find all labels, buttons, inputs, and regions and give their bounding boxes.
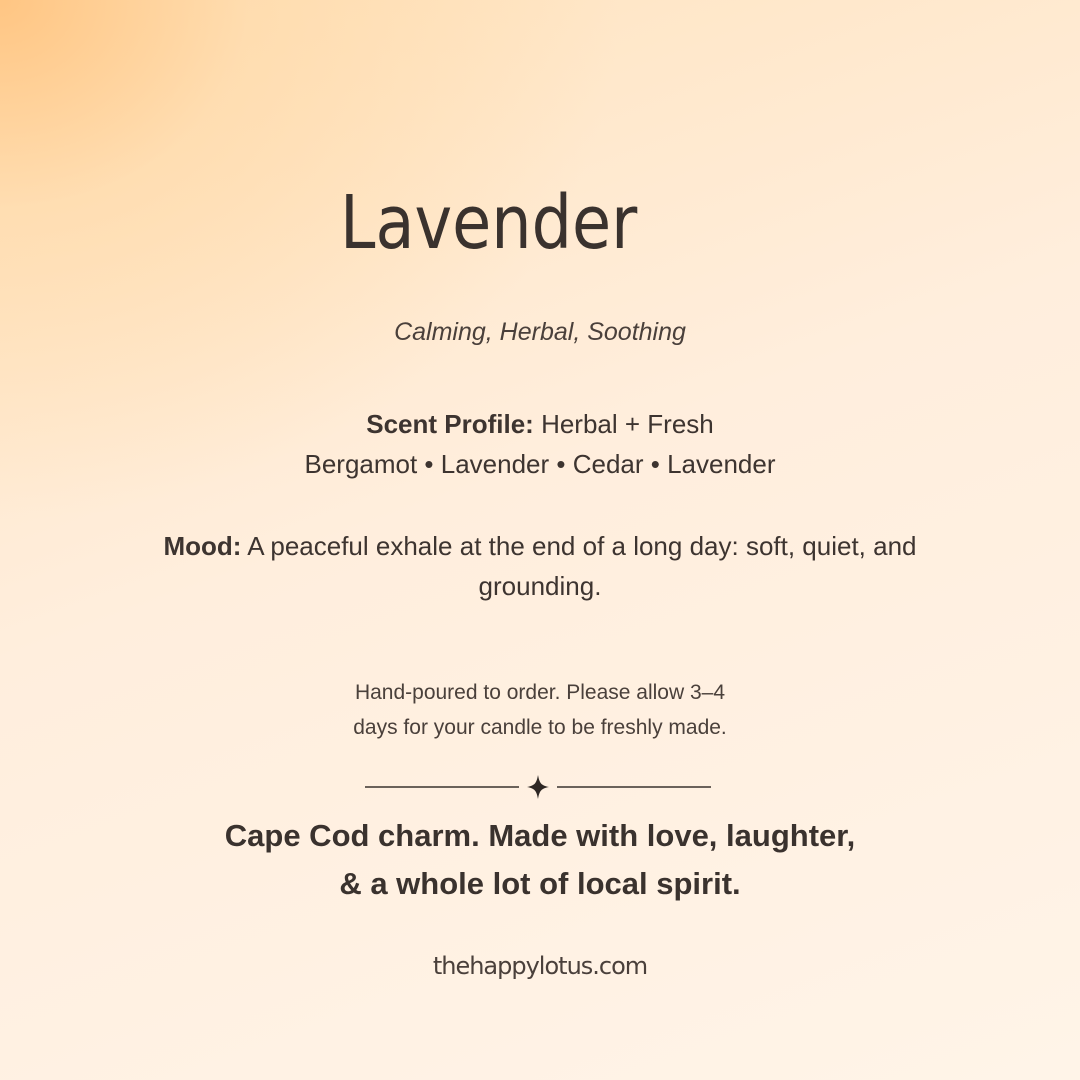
website-link[interactable]: thehappylotus.com xyxy=(432,952,648,980)
tagline-line-1: Cape Cod charm. Made with love, laughter, xyxy=(224,818,856,853)
divider xyxy=(365,772,711,802)
scent-profile-value: Herbal + Fresh xyxy=(541,409,714,439)
product-subtitle: Calming, Herbal, Soothing xyxy=(394,318,686,346)
product-title: Lavender xyxy=(340,180,638,266)
tagline-line-2: & a whole lot of local spirit. xyxy=(339,866,741,901)
scent-notes: Bergamot • Lavender • Cedar • Lavender xyxy=(304,449,776,479)
scent-profile-label: Scent Profile: xyxy=(366,409,534,439)
sparkle-icon xyxy=(527,775,549,799)
tagline xyxy=(140,812,940,908)
mood-description xyxy=(140,526,940,606)
order-note xyxy=(300,675,780,745)
mood-label: Mood: xyxy=(163,531,242,561)
scent-profile xyxy=(0,406,1080,442)
mood-value: A peaceful exhale at the end of a long day: soft, quiet, and grounding. xyxy=(247,531,917,601)
order-note-line-2: days for your candle to be freshly made. xyxy=(353,716,727,739)
order-note-line-1: Hand-poured to order. Please allow 3–4 xyxy=(354,681,726,704)
